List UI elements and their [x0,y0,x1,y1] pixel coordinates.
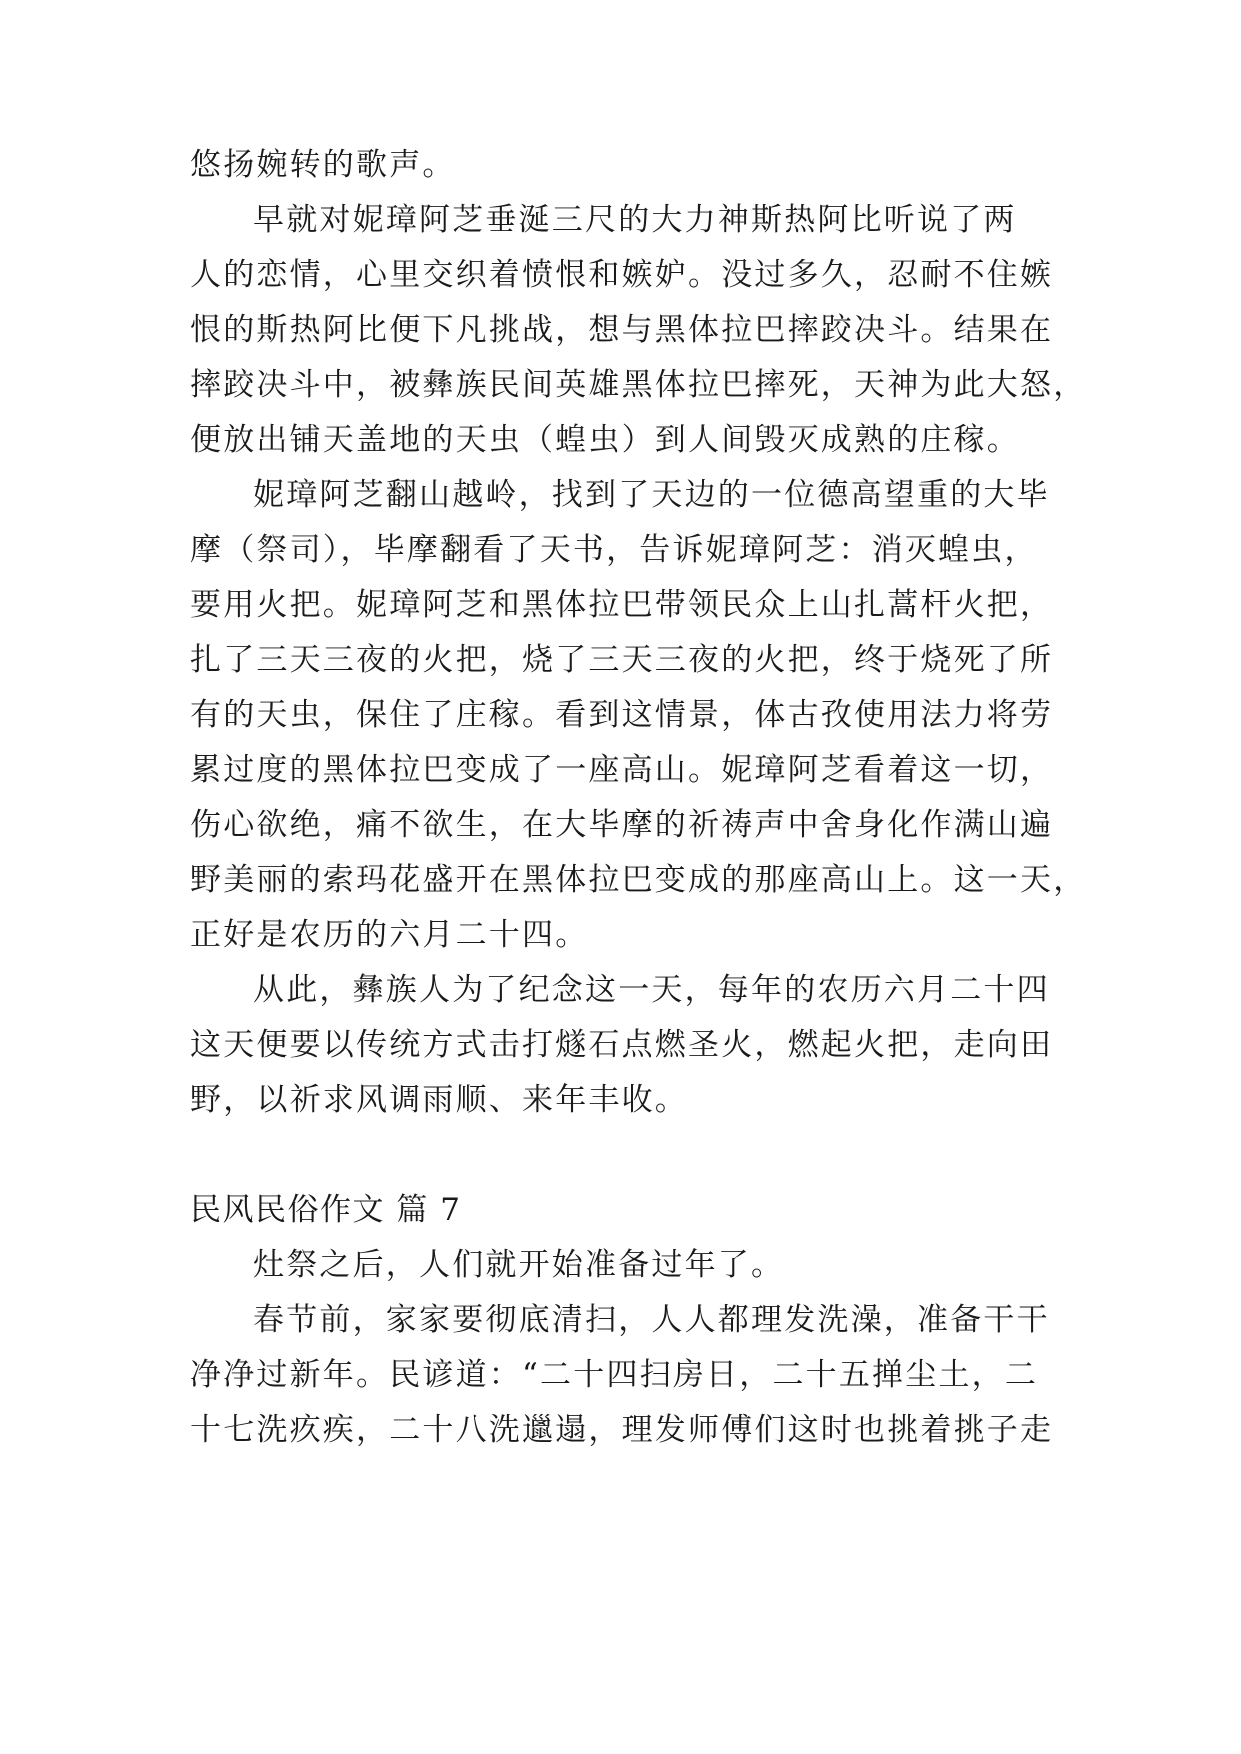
text-line: 有的天虫，保住了庄稼。看到这情景，体古孜使用法力将劳 [190,697,1054,733]
text-line: 人的恋情，心里交织着愤恨和嫉妒。没过多久，忍耐不住嫉 [190,257,1054,293]
text-line: 野美丽的索玛花盛开在黑体拉巴变成的那座高山上。这一天， [190,862,1087,898]
text-line: 悠扬婉转的歌声。 [190,147,456,183]
text-line: 野，以祈求风调雨顺、来年丰收。 [190,1082,688,1118]
text-line: 要用火把。妮璋阿芝和黑体拉巴带领民众上山扎蒿杆火把， [190,587,1054,623]
text-line: 这天便要以传统方式击打燧石点燃圣火，燃起火把，走向田 [190,1027,1054,1063]
text-line: 正好是农历的六月二十四。 [190,917,589,953]
text-line: 摔跤决斗中，被彝族民间英雄黑体拉巴摔死，天神为此大怒， [190,367,1087,403]
paragraph-start-line: 妮璋阿芝翻山越岭，找到了天边的一位德高望重的大毕 [253,477,1050,513]
paragraph-start-line: 春节前，家家要彻底清扫，人人都理发洗澡，准备干干 [253,1302,1050,1338]
paragraph-start-line: 从此，彝族人为了纪念这一天，每年的农历六月二十四 [253,972,1050,1008]
text-line: 十七洗疚疾，二十八洗邋遢，理发师傅们这时也挑着挑子走 [190,1412,1054,1448]
text-line: 摩（祭司），毕摩翻看了天书，告诉妮璋阿芝：消灭蝗虫， [190,532,1038,568]
section-heading: 民风民俗作文 篇 7 [190,1192,462,1228]
text-line: 便放出铺天盖地的天虫（蝗虫）到人间毁灭成熟的庄稼。 [190,422,1020,458]
text-line: 净净过新年。民谚道：“二十四扫房日，二十五掸尘土，二 [190,1357,1039,1393]
paragraph-start-line: 早就对妮璋阿芝垂涎三尺的大力神斯热阿比听说了两 [253,202,1017,238]
text-line: 恨的斯热阿比便下凡挑战，想与黑体拉巴摔跤决斗。结果在 [190,312,1054,348]
text-line: 累过度的黑体拉巴变成了一座高山。妮璋阿芝看着这一切， [190,752,1054,788]
paragraph-start-line: 灶祭之后，人们就开始准备过年了。 [253,1247,785,1283]
text-line: 扎了三天三夜的火把，烧了三天三夜的火把，终于烧死了所 [190,642,1054,678]
text-line: 伤心欲绝，痛不欲生，在大毕摩的祈祷声中舍身化作满山遍 [190,807,1054,843]
